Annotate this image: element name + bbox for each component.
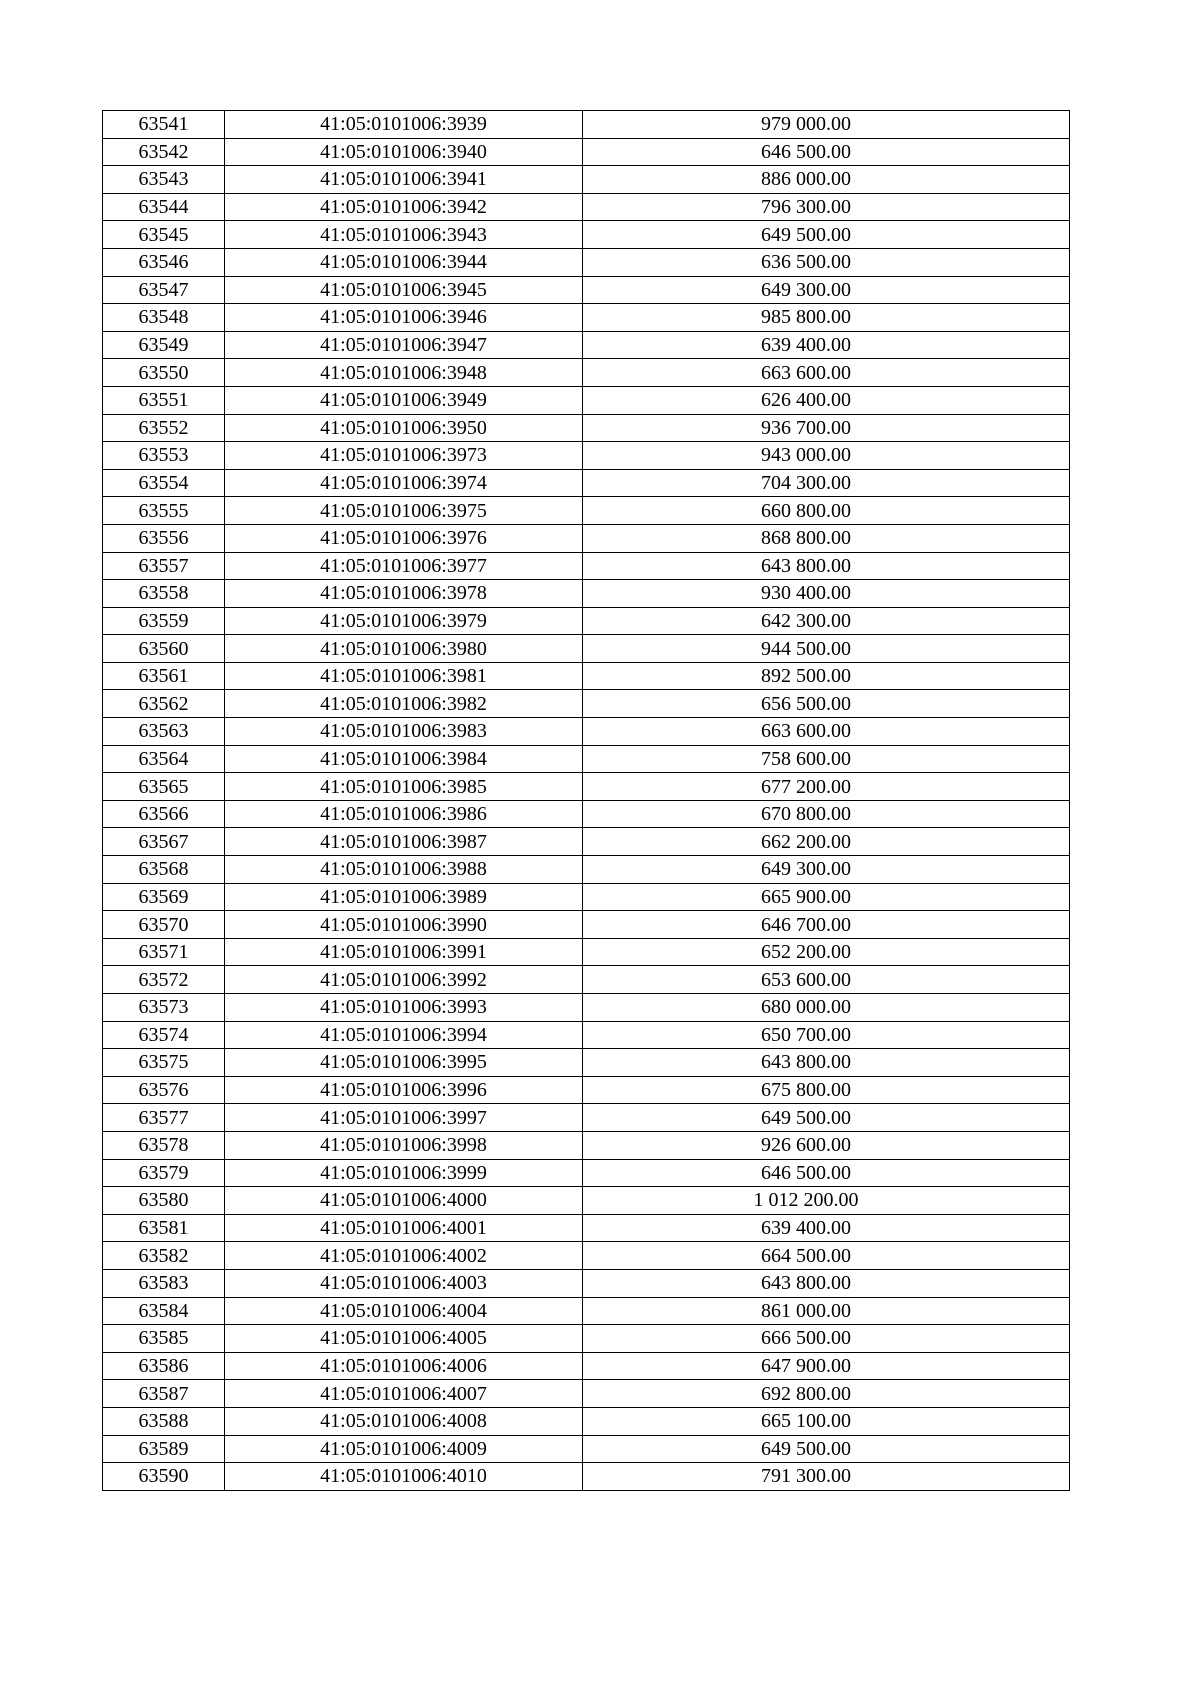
row-number-cell: 63567 <box>103 828 225 856</box>
cadastral-number-cell: 41:05:0101006:3973 <box>225 442 583 470</box>
cadastral-value-cell: 643 800.00 <box>583 1269 1070 1297</box>
cadastral-value-cell: 646 500.00 <box>583 1159 1070 1187</box>
table-row <box>103 690 1070 718</box>
cadastral-number-cell: 41:05:0101006:3940 <box>225 138 583 166</box>
row-number-cell: 63565 <box>103 773 225 801</box>
cadastral-value-cell: 675 800.00 <box>583 1076 1070 1104</box>
table-row <box>103 1021 1070 1049</box>
row-number-cell: 63549 <box>103 331 225 359</box>
cadastral-value-cell: 930 400.00 <box>583 580 1070 608</box>
cadastral-value-cell: 652 200.00 <box>583 938 1070 966</box>
cadastral-value-cell: 926 600.00 <box>583 1131 1070 1159</box>
row-number-cell: 63541 <box>103 111 225 139</box>
cadastral-number-cell: 41:05:0101006:3993 <box>225 994 583 1022</box>
row-number-cell: 63560 <box>103 635 225 663</box>
table-row <box>103 607 1070 635</box>
row-number-cell: 63564 <box>103 745 225 773</box>
cadastral-number-cell: 41:05:0101006:3975 <box>225 497 583 525</box>
table-row <box>103 111 1070 139</box>
table-row <box>103 966 1070 994</box>
row-number-cell: 63571 <box>103 938 225 966</box>
row-number-cell: 63569 <box>103 883 225 911</box>
row-number-cell: 63589 <box>103 1435 225 1463</box>
table-row <box>103 856 1070 884</box>
cadastral-value-cell: 666 500.00 <box>583 1325 1070 1353</box>
table-row <box>103 800 1070 828</box>
table-row <box>103 331 1070 359</box>
table-row <box>103 662 1070 690</box>
row-number-cell: 63542 <box>103 138 225 166</box>
cadastral-number-cell: 41:05:0101006:4003 <box>225 1269 583 1297</box>
row-number-cell: 63587 <box>103 1380 225 1408</box>
cadastral-number-cell: 41:05:0101006:3994 <box>225 1021 583 1049</box>
cadastral-number-cell: 41:05:0101006:4007 <box>225 1380 583 1408</box>
cadastral-number-cell: 41:05:0101006:3984 <box>225 745 583 773</box>
table-row <box>103 304 1070 332</box>
cadastral-number-cell: 41:05:0101006:3942 <box>225 193 583 221</box>
cadastral-number-cell: 41:05:0101006:3974 <box>225 469 583 497</box>
cadastral-number-cell: 41:05:0101006:3999 <box>225 1159 583 1187</box>
cadastral-number-cell: 41:05:0101006:4004 <box>225 1297 583 1325</box>
cadastral-value-cell: 677 200.00 <box>583 773 1070 801</box>
cadastral-value-cell: 664 500.00 <box>583 1242 1070 1270</box>
table-row <box>103 1242 1070 1270</box>
row-number-cell: 63585 <box>103 1325 225 1353</box>
cadastral-number-cell: 41:05:0101006:3990 <box>225 911 583 939</box>
row-number-cell: 63580 <box>103 1187 225 1215</box>
table-row <box>103 1463 1070 1491</box>
table-row <box>103 386 1070 414</box>
row-number-cell: 63566 <box>103 800 225 828</box>
table-row <box>103 193 1070 221</box>
cadastral-value-cell: 663 600.00 <box>583 359 1070 387</box>
row-number-cell: 63563 <box>103 718 225 746</box>
cadastral-value-cell: 943 000.00 <box>583 442 1070 470</box>
cadastral-number-cell: 41:05:0101006:3950 <box>225 414 583 442</box>
cadastral-value-cell: 758 600.00 <box>583 745 1070 773</box>
table-row <box>103 1049 1070 1077</box>
cadastral-value-cell: 662 200.00 <box>583 828 1070 856</box>
cadastral-number-cell: 41:05:0101006:3946 <box>225 304 583 332</box>
row-number-cell: 63572 <box>103 966 225 994</box>
cadastral-number-cell: 41:05:0101006:3978 <box>225 580 583 608</box>
cadastral-value-cell: 861 000.00 <box>583 1297 1070 1325</box>
row-number-cell: 63562 <box>103 690 225 718</box>
row-number-cell: 63575 <box>103 1049 225 1077</box>
table-row <box>103 911 1070 939</box>
cadastral-number-cell: 41:05:0101006:3981 <box>225 662 583 690</box>
row-number-cell: 63570 <box>103 911 225 939</box>
row-number-cell: 63590 <box>103 1463 225 1491</box>
table-row <box>103 442 1070 470</box>
table-row <box>103 166 1070 194</box>
table-row <box>103 248 1070 276</box>
table-row <box>103 773 1070 801</box>
cadastral-value-cell: 646 700.00 <box>583 911 1070 939</box>
row-number-cell: 63577 <box>103 1104 225 1132</box>
table-row <box>103 1104 1070 1132</box>
cadastral-value-cell: 665 900.00 <box>583 883 1070 911</box>
cadastral-value-cell: 636 500.00 <box>583 248 1070 276</box>
row-number-cell: 63543 <box>103 166 225 194</box>
table-row <box>103 994 1070 1022</box>
table-row <box>103 580 1070 608</box>
cadastral-number-cell: 41:05:0101006:4005 <box>225 1325 583 1353</box>
cadastral-value-cell: 979 000.00 <box>583 111 1070 139</box>
cadastral-number-cell: 41:05:0101006:3982 <box>225 690 583 718</box>
table-row <box>103 359 1070 387</box>
table-row <box>103 635 1070 663</box>
row-number-cell: 63588 <box>103 1407 225 1435</box>
cadastral-value-cell: 649 300.00 <box>583 276 1070 304</box>
table-row <box>103 718 1070 746</box>
row-number-cell: 63573 <box>103 994 225 1022</box>
cadastral-value-cell: 656 500.00 <box>583 690 1070 718</box>
cadastral-value-cell: 649 300.00 <box>583 856 1070 884</box>
table-body <box>103 111 1070 1491</box>
cadastral-number-cell: 41:05:0101006:4010 <box>225 1463 583 1491</box>
cadastral-number-cell: 41:05:0101006:3987 <box>225 828 583 856</box>
cadastral-value-cell: 868 800.00 <box>583 524 1070 552</box>
cadastral-value-cell: 660 800.00 <box>583 497 1070 525</box>
cadastral-value-cell: 642 300.00 <box>583 607 1070 635</box>
row-number-cell: 63568 <box>103 856 225 884</box>
table-row <box>103 1297 1070 1325</box>
table-row <box>103 1159 1070 1187</box>
cadastral-number-cell: 41:05:0101006:3939 <box>225 111 583 139</box>
row-number-cell: 63558 <box>103 580 225 608</box>
cadastral-number-cell: 41:05:0101006:3998 <box>225 1131 583 1159</box>
cadastral-number-cell: 41:05:0101006:4001 <box>225 1214 583 1242</box>
table-row <box>103 1435 1070 1463</box>
cadastral-value-cell: 680 000.00 <box>583 994 1070 1022</box>
table-row <box>103 1131 1070 1159</box>
table-row <box>103 1187 1070 1215</box>
cadastral-number-cell: 41:05:0101006:3983 <box>225 718 583 746</box>
cadastral-value-cell: 704 300.00 <box>583 469 1070 497</box>
table-row <box>103 276 1070 304</box>
row-number-cell: 63559 <box>103 607 225 635</box>
table-row <box>103 221 1070 249</box>
cadastral-value-cell: 892 500.00 <box>583 662 1070 690</box>
cadastral-number-cell: 41:05:0101006:3941 <box>225 166 583 194</box>
cadastral-number-cell: 41:05:0101006:3985 <box>225 773 583 801</box>
table-row <box>103 745 1070 773</box>
cadastral-value-cell: 796 300.00 <box>583 193 1070 221</box>
table-row <box>103 1352 1070 1380</box>
row-number-cell: 63548 <box>103 304 225 332</box>
cadastral-number-cell: 41:05:0101006:3976 <box>225 524 583 552</box>
cadastral-value-cell: 639 400.00 <box>583 331 1070 359</box>
table-row <box>103 497 1070 525</box>
row-number-cell: 63561 <box>103 662 225 690</box>
cadastral-number-cell: 41:05:0101006:3996 <box>225 1076 583 1104</box>
cadastral-number-cell: 41:05:0101006:3992 <box>225 966 583 994</box>
row-number-cell: 63544 <box>103 193 225 221</box>
cadastral-number-cell: 41:05:0101006:4000 <box>225 1187 583 1215</box>
cadastral-number-cell: 41:05:0101006:3995 <box>225 1049 583 1077</box>
table-row <box>103 552 1070 580</box>
cadastral-value-cell: 649 500.00 <box>583 1104 1070 1132</box>
table-row <box>103 883 1070 911</box>
row-number-cell: 63557 <box>103 552 225 580</box>
table-row <box>103 1380 1070 1408</box>
table-row <box>103 828 1070 856</box>
cadastral-value-cell: 936 700.00 <box>583 414 1070 442</box>
row-number-cell: 63551 <box>103 386 225 414</box>
cadastral-number-cell: 41:05:0101006:3989 <box>225 883 583 911</box>
cadastral-value-cell: 886 000.00 <box>583 166 1070 194</box>
cadastral-value-cell: 647 900.00 <box>583 1352 1070 1380</box>
row-number-cell: 63545 <box>103 221 225 249</box>
cadastral-value-cell: 649 500.00 <box>583 1435 1070 1463</box>
row-number-cell: 63554 <box>103 469 225 497</box>
cadastral-value-cell: 649 500.00 <box>583 221 1070 249</box>
row-number-cell: 63574 <box>103 1021 225 1049</box>
cadastral-value-cell: 670 800.00 <box>583 800 1070 828</box>
row-number-cell: 63555 <box>103 497 225 525</box>
cadastral-value-cell: 665 100.00 <box>583 1407 1070 1435</box>
row-number-cell: 63550 <box>103 359 225 387</box>
cadastral-number-cell: 41:05:0101006:3944 <box>225 248 583 276</box>
row-number-cell: 63578 <box>103 1131 225 1159</box>
cadastral-value-cell: 944 500.00 <box>583 635 1070 663</box>
cadastral-number-cell: 41:05:0101006:3979 <box>225 607 583 635</box>
table-row <box>103 1269 1070 1297</box>
row-number-cell: 63552 <box>103 414 225 442</box>
cadastral-number-cell: 41:05:0101006:3986 <box>225 800 583 828</box>
cadastral-value-cell: 650 700.00 <box>583 1021 1070 1049</box>
table-row <box>103 1214 1070 1242</box>
cadastral-value-cell: 985 800.00 <box>583 304 1070 332</box>
cadastral-number-cell: 41:05:0101006:3977 <box>225 552 583 580</box>
cadastral-number-cell: 41:05:0101006:4002 <box>225 1242 583 1270</box>
cadastral-value-cell: 791 300.00 <box>583 1463 1070 1491</box>
row-number-cell: 63584 <box>103 1297 225 1325</box>
cadastral-value-cell: 643 800.00 <box>583 1049 1070 1077</box>
cadastral-number-cell: 41:05:0101006:3947 <box>225 331 583 359</box>
row-number-cell: 63547 <box>103 276 225 304</box>
row-number-cell: 63586 <box>103 1352 225 1380</box>
cadastral-number-cell: 41:05:0101006:4009 <box>225 1435 583 1463</box>
row-number-cell: 63556 <box>103 524 225 552</box>
cadastral-value-cell: 653 600.00 <box>583 966 1070 994</box>
row-number-cell: 63546 <box>103 248 225 276</box>
cadastral-number-cell: 41:05:0101006:3997 <box>225 1104 583 1132</box>
cadastral-number-cell: 41:05:0101006:3943 <box>225 221 583 249</box>
cadastral-number-cell: 41:05:0101006:3988 <box>225 856 583 884</box>
cadastral-value-cell: 639 400.00 <box>583 1214 1070 1242</box>
table-row <box>103 414 1070 442</box>
cadastral-number-cell: 41:05:0101006:3991 <box>225 938 583 966</box>
table-row <box>103 938 1070 966</box>
row-number-cell: 63576 <box>103 1076 225 1104</box>
cadastral-number-cell: 41:05:0101006:3949 <box>225 386 583 414</box>
cadastral-number-cell: 41:05:0101006:3948 <box>225 359 583 387</box>
cadastral-value-cell: 626 400.00 <box>583 386 1070 414</box>
cadastral-value-cell: 692 800.00 <box>583 1380 1070 1408</box>
table-row <box>103 469 1070 497</box>
table-row <box>103 1325 1070 1353</box>
cadastral-value-table <box>102 110 1070 1491</box>
table-row <box>103 1407 1070 1435</box>
cadastral-number-cell: 41:05:0101006:3980 <box>225 635 583 663</box>
cadastral-value-cell: 646 500.00 <box>583 138 1070 166</box>
table-row <box>103 1076 1070 1104</box>
row-number-cell: 63582 <box>103 1242 225 1270</box>
table-row <box>103 524 1070 552</box>
row-number-cell: 63553 <box>103 442 225 470</box>
cadastral-number-cell: 41:05:0101006:4008 <box>225 1407 583 1435</box>
cadastral-value-cell: 1 012 200.00 <box>583 1187 1070 1215</box>
cadastral-value-cell: 663 600.00 <box>583 718 1070 746</box>
row-number-cell: 63583 <box>103 1269 225 1297</box>
cadastral-value-cell: 643 800.00 <box>583 552 1070 580</box>
table-row <box>103 138 1070 166</box>
row-number-cell: 63579 <box>103 1159 225 1187</box>
cadastral-number-cell: 41:05:0101006:3945 <box>225 276 583 304</box>
cadastral-number-cell: 41:05:0101006:4006 <box>225 1352 583 1380</box>
row-number-cell: 63581 <box>103 1214 225 1242</box>
